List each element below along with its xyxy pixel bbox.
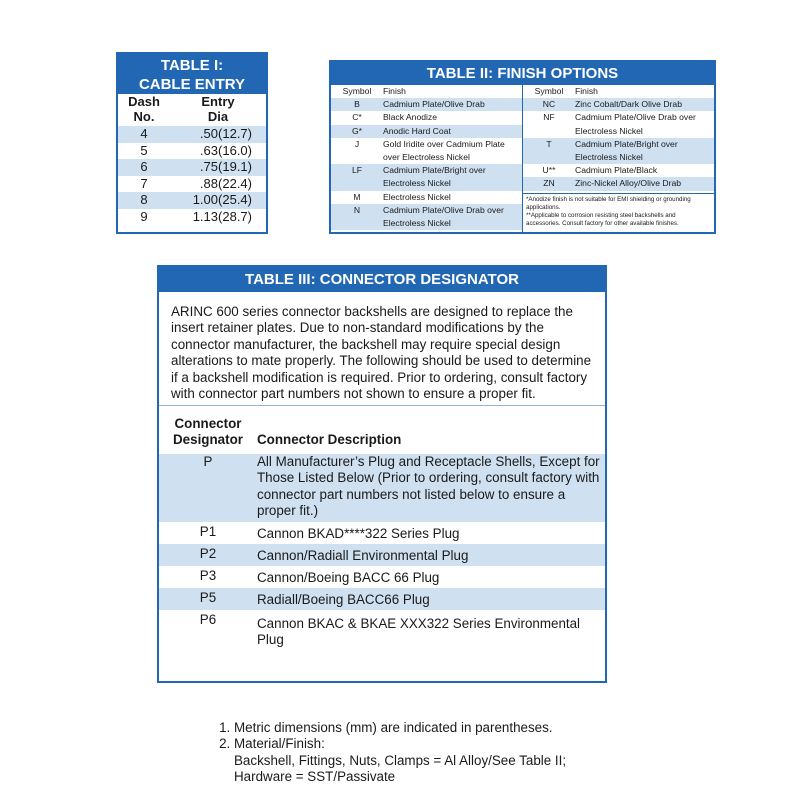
table-row (523, 98, 714, 111)
designator-code: P6 (199, 612, 217, 627)
entry-dia-mm: (16.0) (218, 142, 252, 158)
table-row (159, 454, 605, 522)
finish-name: Zinc-Nickel Alloy/Olive Drab (575, 178, 682, 189)
designator-code: P (203, 454, 213, 469)
table-row (159, 566, 605, 588)
dash-no: 6 (140, 159, 148, 175)
dash-no: 8 (140, 192, 148, 208)
finish-name: Cadmium Plate/Olive Drab over Electroless Nickel (383, 204, 504, 229)
finish-column-header (331, 85, 522, 98)
finish-symbol: T (546, 138, 552, 149)
entry-dia-mm: (28.7) (218, 208, 252, 224)
finish-symbol: NF (543, 112, 555, 123)
finish-name: Cadmium Plate/Bright over Electroless Nickel (383, 165, 486, 189)
entry-dia-in: .50 (199, 126, 218, 141)
table-row (159, 522, 605, 544)
col-dash-label-2: No. (133, 109, 155, 124)
finish-name: Black Anodize (383, 112, 437, 123)
dash-no: 4 (140, 126, 148, 141)
entry-dia-in: 1.13 (192, 208, 218, 224)
designator-code: P1 (199, 524, 217, 539)
finish-column-header (523, 85, 714, 98)
note-material-backshell: Backshell, Fittings, Nuts, Clamps = Al Alloy/See Table II; (234, 752, 567, 768)
finish-symbol: LF (351, 165, 363, 176)
finish-symbol: U** (542, 165, 556, 176)
designator-description: Radiall/Boeing BACC66 Plug (257, 592, 430, 607)
dash-no: 7 (140, 175, 148, 191)
finish-column-left (331, 85, 523, 232)
table1-title (118, 54, 266, 94)
table-row (331, 98, 522, 111)
finish-name: Cadmium Plate/Olive Drab over Electroless Nickel (575, 112, 696, 136)
entry-dia-in: 1.00 (192, 192, 218, 208)
col-finish-label: Finish (575, 86, 598, 96)
col-entry-label-2: Dia (207, 109, 229, 124)
table3-column-headers (159, 406, 605, 454)
table-row (118, 176, 266, 193)
table-row (523, 164, 714, 177)
table-finish-options (329, 60, 716, 234)
table-row (159, 544, 605, 566)
note-material-title: Material/Finish: (234, 736, 325, 752)
col-entry-label: Entry (201, 94, 235, 109)
table-connector-designator (157, 265, 607, 683)
finish-name: Cadmium Plate/Black (575, 165, 658, 176)
table1-title-line1: TABLE I: (160, 57, 224, 74)
finish-name: Anodic Hard Coat (383, 125, 451, 136)
finish-name: Zinc Cobalt/Dark Olive Drab (575, 99, 682, 110)
finish-symbol: N (353, 204, 361, 215)
finish-symbol: J (354, 138, 360, 149)
finish-name: Electroless Nickel (383, 191, 451, 202)
designator-code: P3 (199, 568, 217, 583)
table-row (523, 177, 714, 190)
finish-symbol: ZN (543, 178, 555, 189)
table3-intro-paragraph: ARINC 600 series connector backshells are designed to replace the insert retainer plates. Due to non-standard modifications by the connector manufacturer, the backshell may require special design alterations to mate properly. The following should be used to determine if a backshell modification is required. Prior to ordering, consult factory with connector part numbers not shown to ensure a proper fit. (159, 292, 605, 406)
col-designator-label: Connector (174, 416, 242, 431)
finish-name: Cadmium Plate/Olive Drab (383, 99, 485, 110)
table-row (331, 138, 522, 164)
finish-symbol: C* (352, 112, 362, 123)
finish-name: Gold Iridite over Cadmium Plate over Electroless Nickel (383, 138, 505, 163)
table-row (331, 164, 522, 190)
finish-symbol: G* (351, 125, 363, 136)
note-material (234, 736, 566, 785)
note-metric: 1. Metric dimensions (mm) are indicated in parentheses. (234, 720, 566, 736)
designator-code: P5 (199, 590, 217, 605)
col-description-label: Connector Description (257, 432, 402, 447)
designator-code: P2 (199, 546, 217, 561)
table-row (118, 159, 266, 176)
footnotes (218, 720, 566, 786)
table-row (118, 126, 266, 143)
col-finish-label: Finish (383, 86, 406, 96)
entry-dia-in: .63 (199, 142, 218, 158)
entry-dia-mm: (25.4) (218, 192, 252, 208)
table-row (523, 111, 714, 137)
table-row (118, 209, 266, 226)
finish-name: Cadmium Plate/Bright over Electroless Nickel (575, 138, 678, 163)
dash-no: 9 (140, 208, 148, 224)
finish-symbol: NC (542, 99, 556, 110)
table1-column-headers (118, 94, 266, 126)
table1-title-line2: CABLE ENTRY (138, 76, 246, 93)
table-row (159, 610, 605, 649)
note-material-hardware: Hardware = SST/Passivate (234, 769, 396, 785)
col-symbol-label: Symbol (534, 86, 564, 96)
table-row (331, 111, 522, 124)
designator-description: Cannon BKAC & BKAE XXX322 Series Environmental Plug (257, 616, 581, 648)
dash-no: 5 (140, 142, 148, 158)
footnote-anodize: *Anodize finish is not suitable for EMI shielding or grounding applications. (526, 195, 691, 211)
designator-description: Cannon/Boeing BACC 66 Plug (257, 570, 440, 585)
entry-dia-mm: (22.4) (218, 175, 252, 191)
table3-title: TABLE III: CONNECTOR DESIGNATOR (159, 267, 605, 292)
table-row (331, 204, 522, 230)
table-row (523, 138, 714, 164)
finish-footnotes (523, 193, 714, 231)
col-symbol-label: Symbol (342, 86, 372, 96)
designator-description: Cannon BKAD****322 Series Plug (257, 526, 460, 541)
finish-symbol: B (354, 99, 360, 110)
entry-dia-in: .75 (199, 159, 218, 175)
table-row (118, 143, 266, 160)
table-row (331, 191, 522, 204)
footnote-applicable: **Applicable to corrosion resisting steel backshells and accessories. Consult factory for other available finishes. (526, 212, 679, 228)
table2-title: TABLE II: FINISH OPTIONS (331, 62, 714, 85)
designator-description: All Manufacturer’s Plug and Receptacle Shells, Except for Those Listed Below (Prior to ordering, consult factory with connector part numbers not listed below to ensure a proper fit.) (257, 454, 600, 519)
table-row (118, 192, 266, 209)
entry-dia-mm: (12.7) (218, 126, 252, 141)
designator-description: Cannon/Radiall Environmental Plug (257, 548, 469, 563)
entry-dia-mm: (19.1) (218, 159, 252, 175)
table-row (159, 588, 605, 610)
col-designator-label-2: Designator (173, 432, 243, 448)
table-row (331, 125, 522, 138)
col-dash-label: Dash (128, 94, 160, 109)
finish-symbol: M (353, 191, 361, 202)
table-cable-entry (116, 52, 268, 234)
entry-dia-in: .88 (199, 175, 218, 191)
finish-column-right (523, 85, 714, 232)
table1-body (118, 126, 266, 226)
